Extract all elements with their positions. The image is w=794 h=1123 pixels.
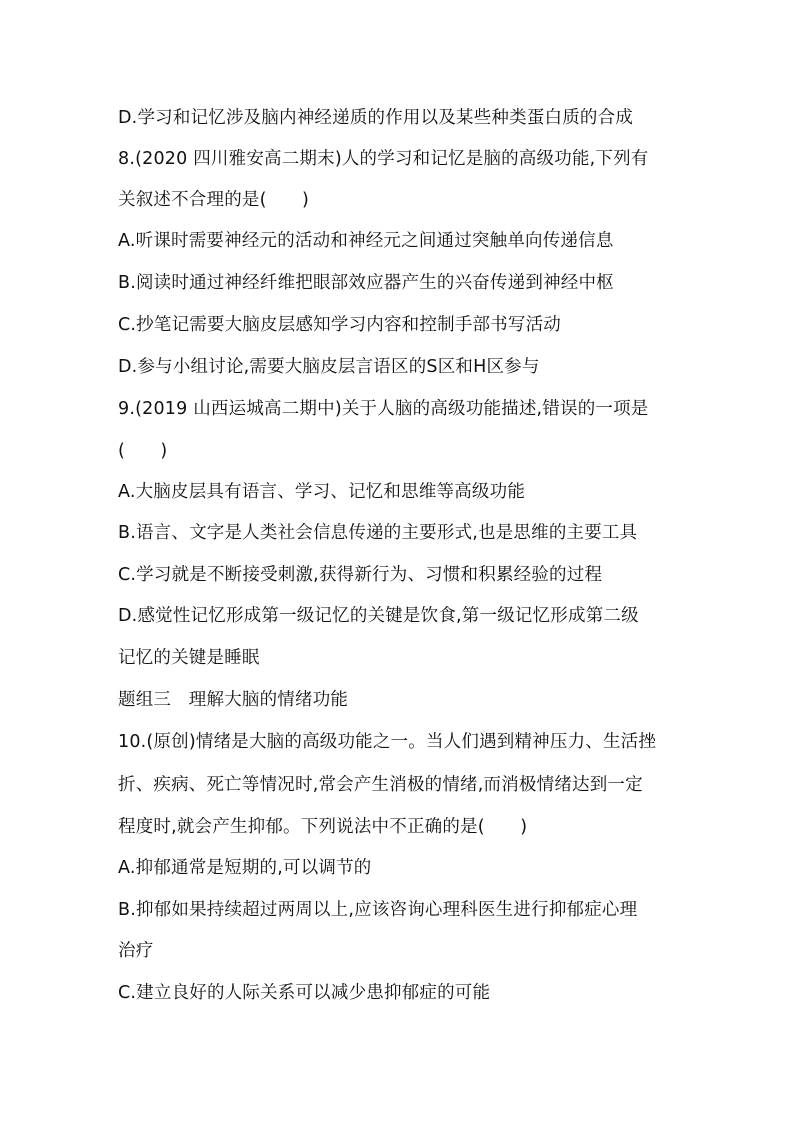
q8-option-b: B.阅读时通过神经纤维把眼部效应器产生的兴奋传递到神经中枢: [118, 273, 614, 293]
q10-option-b-line-2: 治疗: [118, 941, 154, 961]
q8-option-a: A.听课时需要神经元的活动和神经元之间通过突触单向传递信息: [118, 231, 614, 251]
q10-stem-line-2: 折、疾病、死亡等情况时,常会产生消极的情绪,而消极情绪达到一定: [118, 775, 643, 795]
q9-option-d-line-2: 记忆的关键是睡眠: [118, 648, 260, 668]
q10-stem-line-1: 10.(原创)情绪是大脑的高级功能之一。当人们遇到精神压力、生活挫: [118, 732, 657, 752]
q9-option-d-line-1: D.感觉性记忆形成第一级记忆的关键是饮食,第一级记忆形成第二级: [118, 606, 639, 626]
q10-option-b-line-1: B.抑郁如果持续超过两周以上,应该咨询心理科医生进行抑郁症心理: [118, 900, 638, 920]
q9-stem-line-1: 9.(2019 山西运城高二期中)关于人脑的高级功能描述,错误的一项是: [118, 399, 649, 419]
q10-stem-line-3: 程度时,就会产生抑郁。下列说法中不正确的是( ): [118, 817, 528, 837]
q9-option-b: B.语言、文字是人类社会信息传递的主要形式,也是思维的主要工具: [118, 523, 638, 543]
q9-option-a: A.大脑皮层具有语言、学习、记忆和思维等高级功能: [118, 482, 526, 502]
q10-option-c: C.建立良好的人际关系可以减少患抑郁症的可能: [118, 983, 491, 1003]
q8-option-d: D.参与小组讨论,需要大脑皮层言语区的S区和H区参与: [118, 357, 540, 377]
q9-option-c: C.学习就是不断接受刺激,获得新行为、习惯和积累经验的过程: [118, 565, 603, 585]
q8-stem-line-1: 8.(2020 四川雅安高二期末)人的学习和记忆是脑的高级功能,下列有: [118, 149, 649, 169]
q9-stem-line-2: ( ): [118, 441, 168, 461]
section-heading: 题组三 理解大脑的情绪功能: [118, 690, 349, 710]
q8-stem-line-2: 关叙述不合理的是( ): [118, 190, 310, 210]
q8-option-c: C.抄笔记需要大脑皮层感知学习内容和控制手部书写活动: [118, 315, 561, 335]
q7-option-d: D.学习和记忆涉及脑内神经递质的作用以及某些种类蛋白质的合成: [118, 108, 634, 128]
q10-option-a: A.抑郁通常是短期的,可以调节的: [118, 858, 372, 878]
